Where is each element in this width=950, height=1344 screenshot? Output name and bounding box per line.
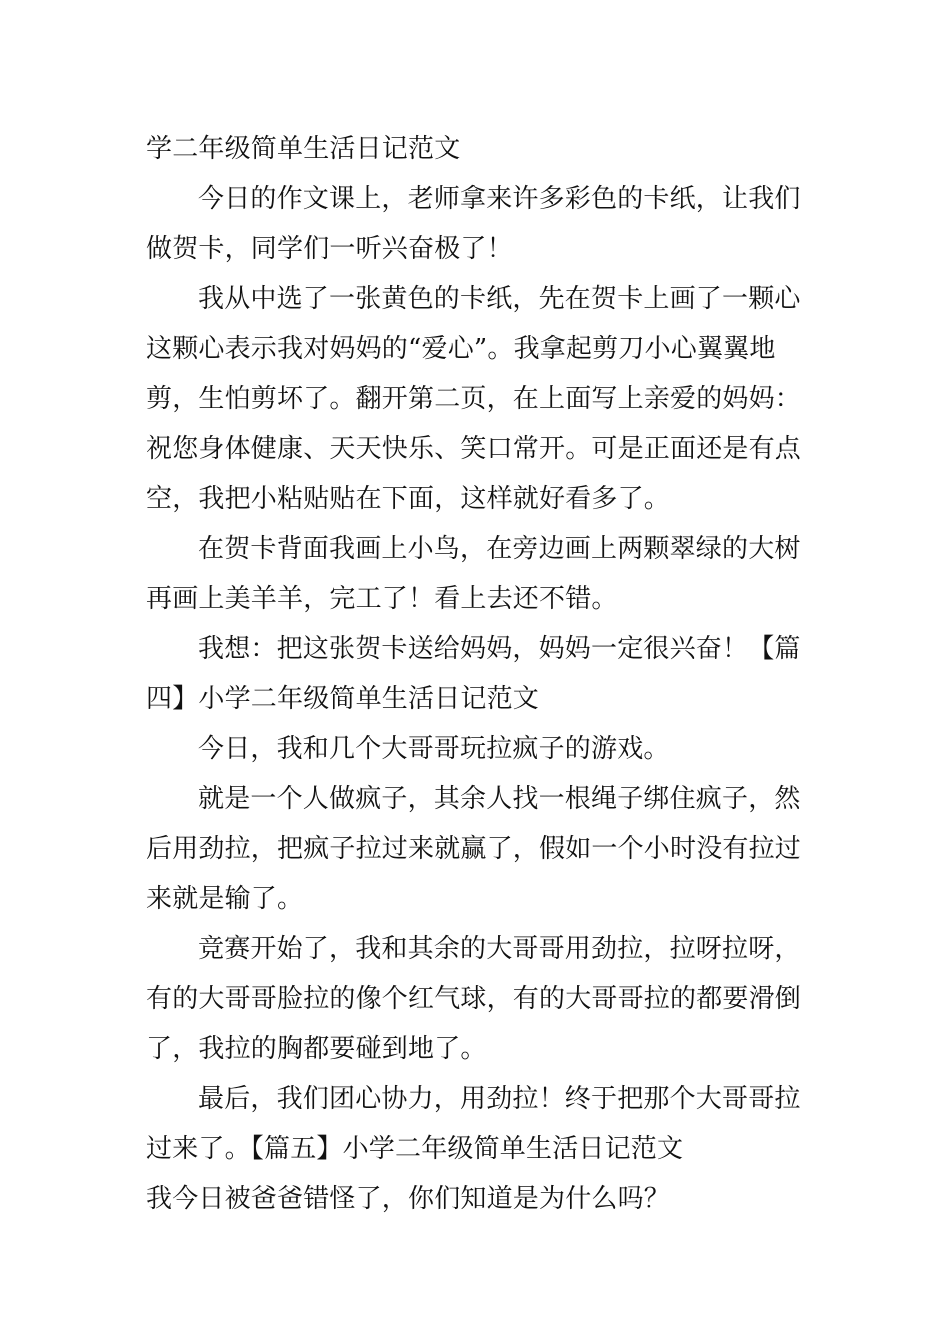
text-line: 学二年级简单生活日记范文	[146, 134, 461, 164]
text-line: 我想：把这张贺卡送给妈妈，妈妈一定很兴奋！【篇	[198, 634, 801, 664]
text-line: 今日，我和几个大哥哥玩拉疯子的游戏。	[198, 734, 670, 764]
text-line: 后用劲拉，把疯子拉过来就赢了，假如一个小时没有拉过	[146, 834, 802, 864]
text-line: 今日的作文课上，老师拿来许多彩色的卡纸，让我们	[198, 184, 801, 214]
text-line: 过来了。【篇五】小学二年级简单生活日记范文	[146, 1134, 684, 1164]
text-line: 这颗心表示我对妈妈的“爱心”。我拿起剪刀小心翼翼地	[146, 334, 776, 364]
text-line: 我今日被爸爸错怪了，你们知道是为什么吗？	[146, 1184, 671, 1214]
text-line: 有的大哥哥脸拉的像个红气球，有的大哥哥拉的都要滑倒	[146, 984, 802, 1014]
text-line: 做贺卡，同学们一听兴奋极了！	[146, 234, 513, 264]
text-line: 空，我把小粘贴贴在下面，这样就好看多了。	[146, 484, 671, 514]
text-line: 剪，生怕剪坏了。翻开第二页，在上面写上亲爱的妈妈：	[146, 384, 802, 414]
text-line: 最后，我们团心协力，用劲拉！终于把那个大哥哥拉	[198, 1084, 801, 1114]
text-line: 了，我拉的胸都要碰到地了。	[146, 1034, 487, 1064]
text-line: 我从中选了一张黄色的卡纸，先在贺卡上画了一颗心	[198, 284, 801, 314]
text-line: 四】小学二年级简单生活日记范文	[146, 684, 540, 714]
text-line: 竞赛开始了，我和其余的大哥哥用劲拉，拉呀拉呀，	[198, 934, 801, 964]
text-line: 就是一个人做疯子，其余人找一根绳子绑住疯子，然	[198, 784, 801, 814]
text-line: 在贺卡背面我画上小鸟，在旁边画上两颗翠绿的大树	[198, 534, 801, 564]
text-line: 祝您身体健康、天天快乐、笑口常开。可是正面还是有点	[146, 434, 802, 464]
text-line: 再画上美羊羊，完工了！看上去还不错。	[146, 584, 618, 614]
text-line: 来就是输了。	[146, 884, 304, 914]
